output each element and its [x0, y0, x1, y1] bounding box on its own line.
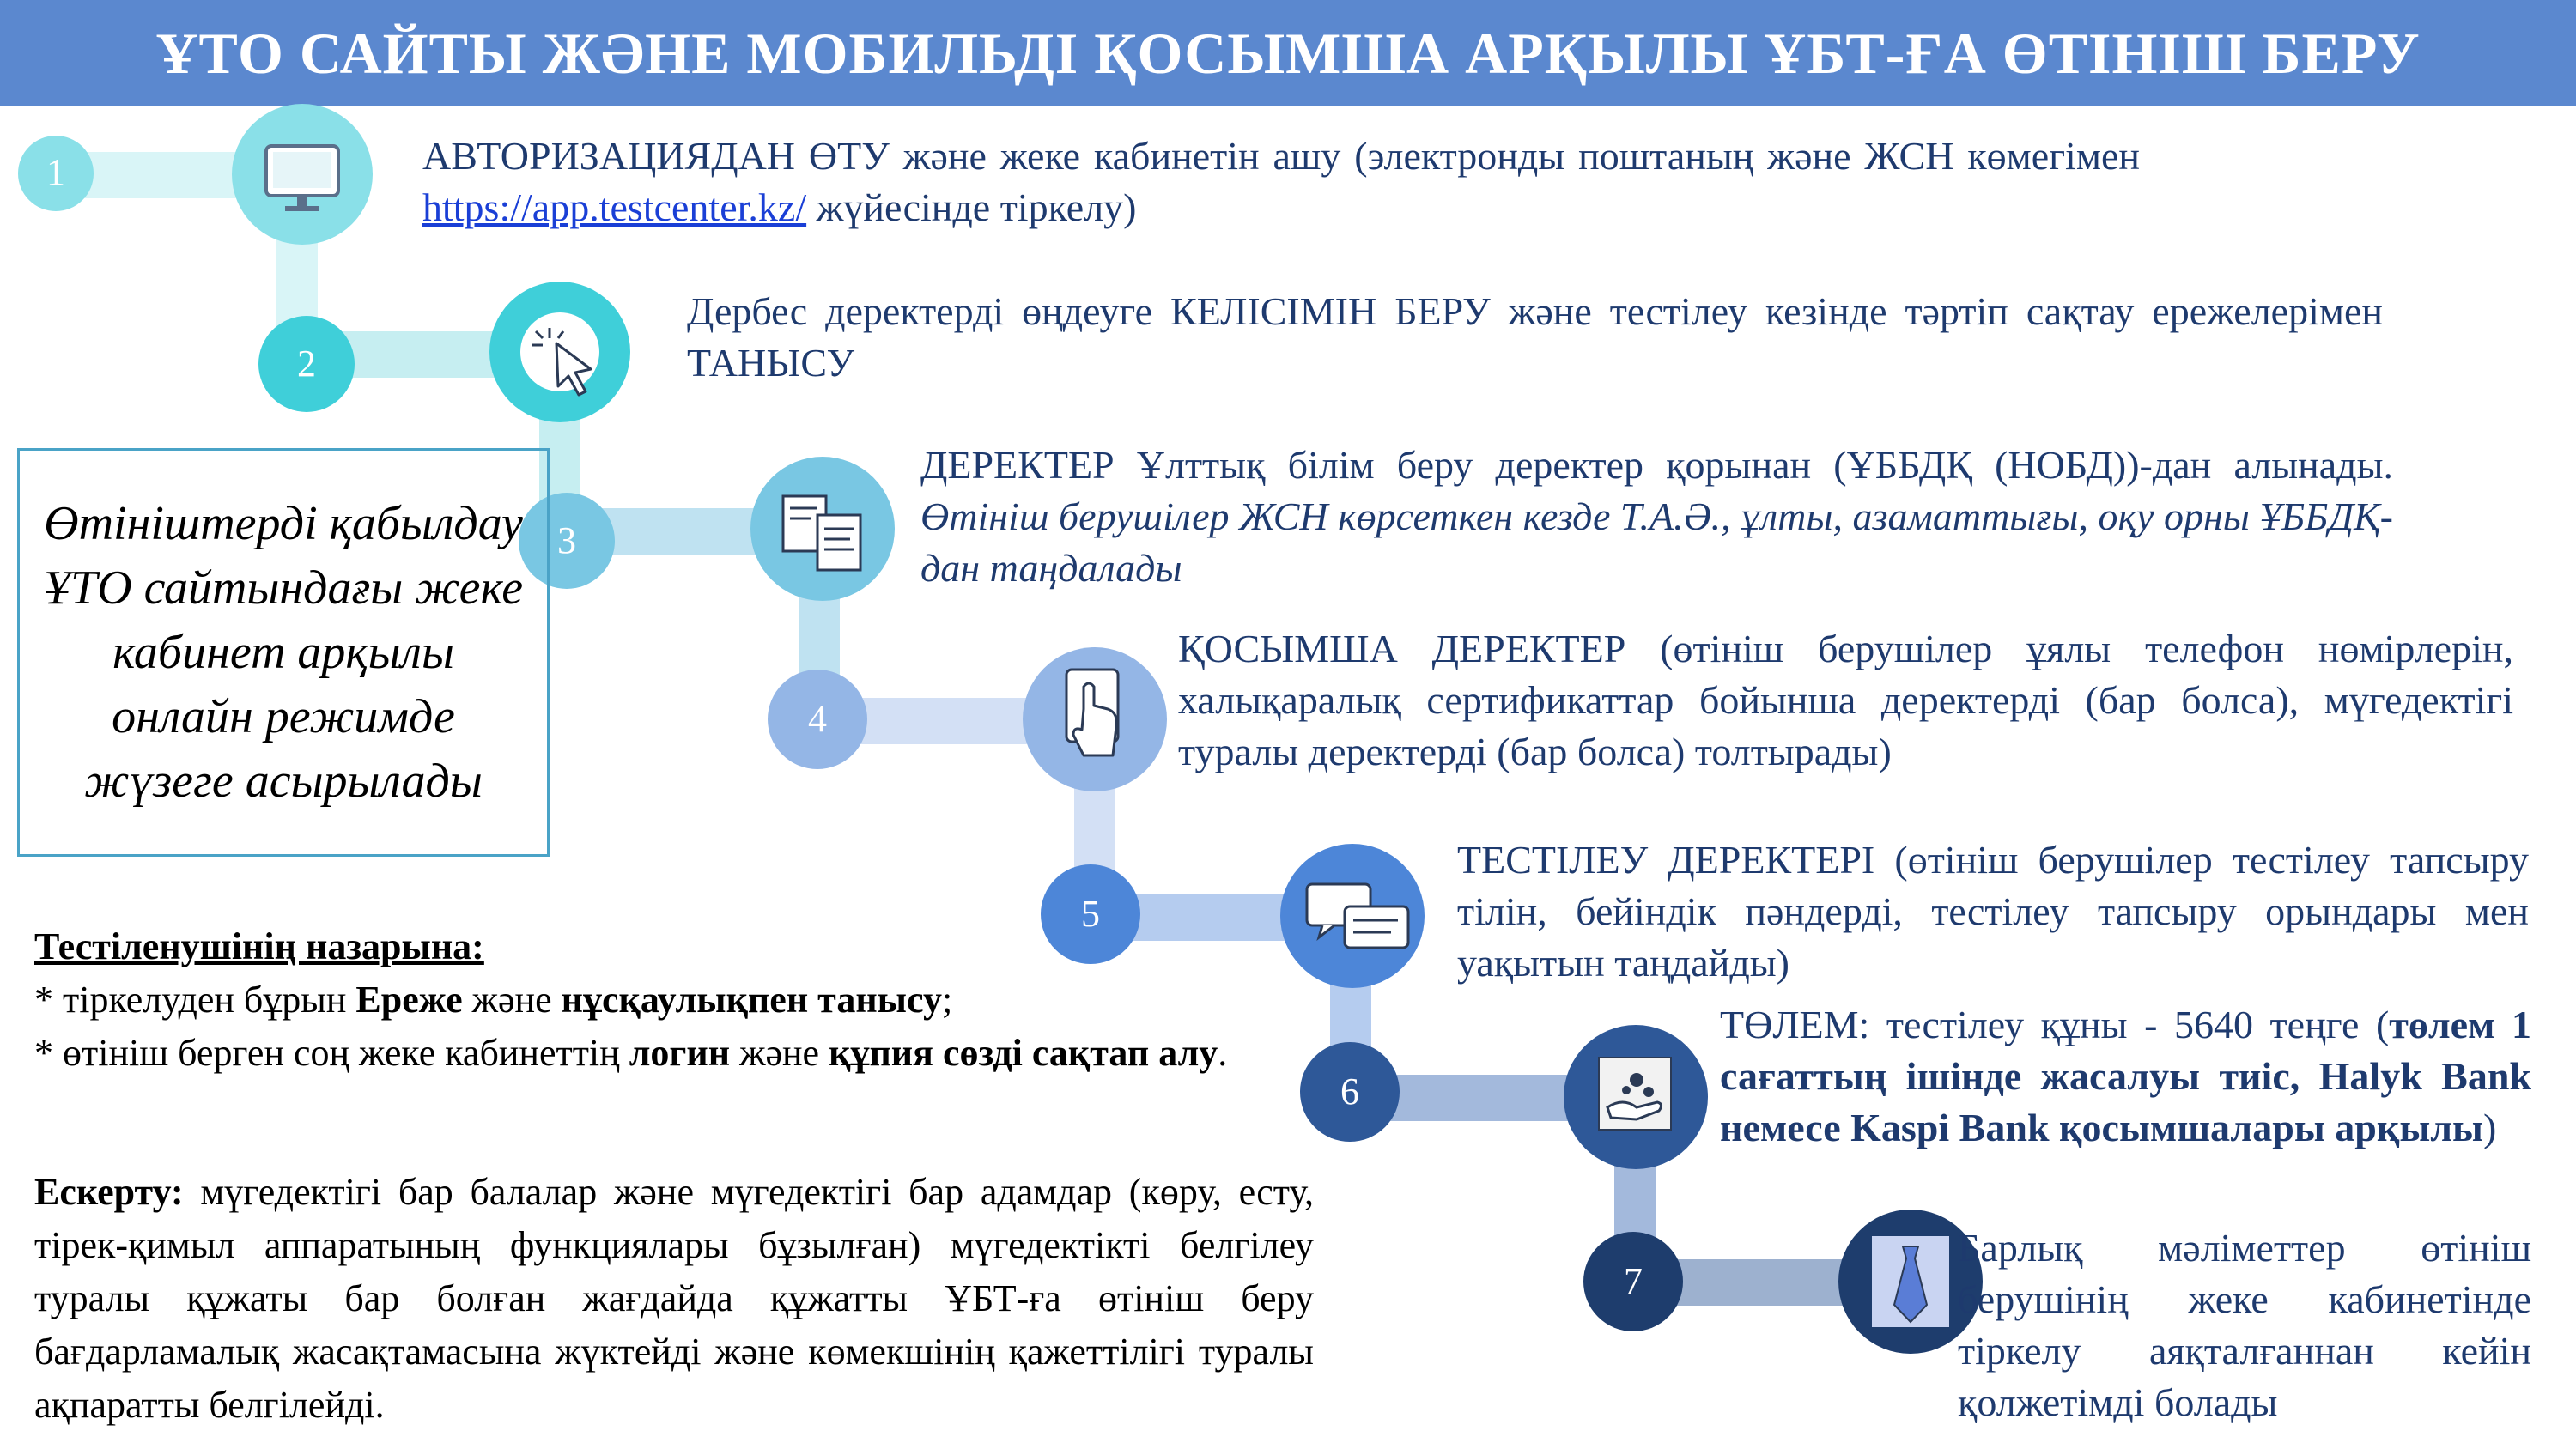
- step-number-4: 4: [808, 698, 827, 740]
- remark-section: [34, 1166, 1314, 1432]
- step-number-7: 7: [1624, 1260, 1643, 1302]
- notice-item-1: * тіркелуден бұрын Ереже және нұсқаулықпен танысу;: [34, 979, 953, 1021]
- step-number-3: 3: [557, 519, 576, 561]
- step-number-1: 1: [46, 151, 65, 193]
- step-number-2: 2: [297, 343, 316, 385]
- step-1-text: АВТОРИЗАЦИЯДАН ӨТУ және жеке кабинетін ашу (электронды поштаның және ЖСН көмегімен https://app.testcenter.kz/ жүйесінде тіркелу): [422, 134, 2140, 229]
- step-number-5: 5: [1081, 893, 1100, 935]
- page-title: ҰТО САЙТЫ ЖӘНЕ МОБИЛЬДІ ҚОСЫМША АРҚЫЛЫ ҰБТ-ҒА ӨТІНІШ БЕРУ: [155, 20, 2421, 86]
- hand-touch-icon: [1066, 670, 1118, 755]
- notice-item-2: * өтініш берген соң жеке кабинеттің логин және құпия сөзді сақтап алу.: [34, 1032, 1228, 1074]
- step-4-text: ҚОСЫМША ДЕРЕКТЕР (өтініш берушілер ұялы телефон нөмірлерін, халықаралық сертификаттар бойынша деректерді (бар болса), мүгедектігі туралы деректерді (бар болса) толтырады): [1178, 627, 2513, 773]
- info-box: [17, 448, 550, 857]
- step-7-text: Барлық мәліметтер өтініш берушінің жеке кабинетінде тіркелу аяқталғаннан кейін қолжетімді болады: [1958, 1226, 2531, 1424]
- notice-title: Тестіленушінің назарына:: [34, 925, 484, 967]
- step-2-text: Дербес деректерді өңдеуге КЕЛІСІМІН БЕРУ және тестілеу кезінде тәртіп сақтау ережелерімен ТАНЫСУ: [687, 289, 2383, 385]
- remark-label: Ескерту:: [34, 1171, 184, 1213]
- payment-hand-icon: [1599, 1058, 1671, 1130]
- notice-section: [34, 920, 1309, 1080]
- testcenter-link[interactable]: https://app.testcenter.kz/: [422, 185, 807, 229]
- info-box-text: Өтініштерді қабылдау ҰТО сайтындағы жеке кабинет арқылы онлайн режимде жүзеге асырылады: [43, 496, 524, 808]
- step-3-text: ДЕРЕКТЕР Ұлттық білім беру деректер қорынан (ҰББДҚ (НОБД))-дан алынады. Өтініш берушілер ЖСН көрсеткен кезде Т.А.Ә., ұлты, азаматтығы, оқу орны ҰББДҚ-дан таңдалады: [920, 443, 2393, 590]
- remark-text: мүгедектігі бар балалар және мүгедектігі бар адамдар (көру, есту, тірек-қимыл аппаратының функциялары бұзылған) мүгедектікті белгілеу туралы құжаты бар болған жағдайда құжатты ҰБТ-ға өтініш беру бағдарламалық жасақтамасына жүктейді және көмекшінің қажеттілігі туралы ақпаратты белгілейді.: [34, 1171, 1314, 1426]
- step-number-6: 6: [1340, 1070, 1359, 1113]
- step-6-text: ТӨЛЕМ: тестілеу құны - 5640 теңге (төлем 1 сағаттың ішінде жасалуы тиіс, Halyk Bank немесе Kaspi Bank қосымшалары арқылы): [1720, 1003, 2532, 1149]
- tie-icon: [1872, 1236, 1949, 1327]
- step-5-text: ТЕСТІЛЕУ ДЕРЕКТЕРІ (өтініш берушілер тестілеу тапсыру тілін, бейіндік пәндерді, тестілеу тапсыру орындары мен уақытын таңдайды): [1457, 838, 2529, 985]
